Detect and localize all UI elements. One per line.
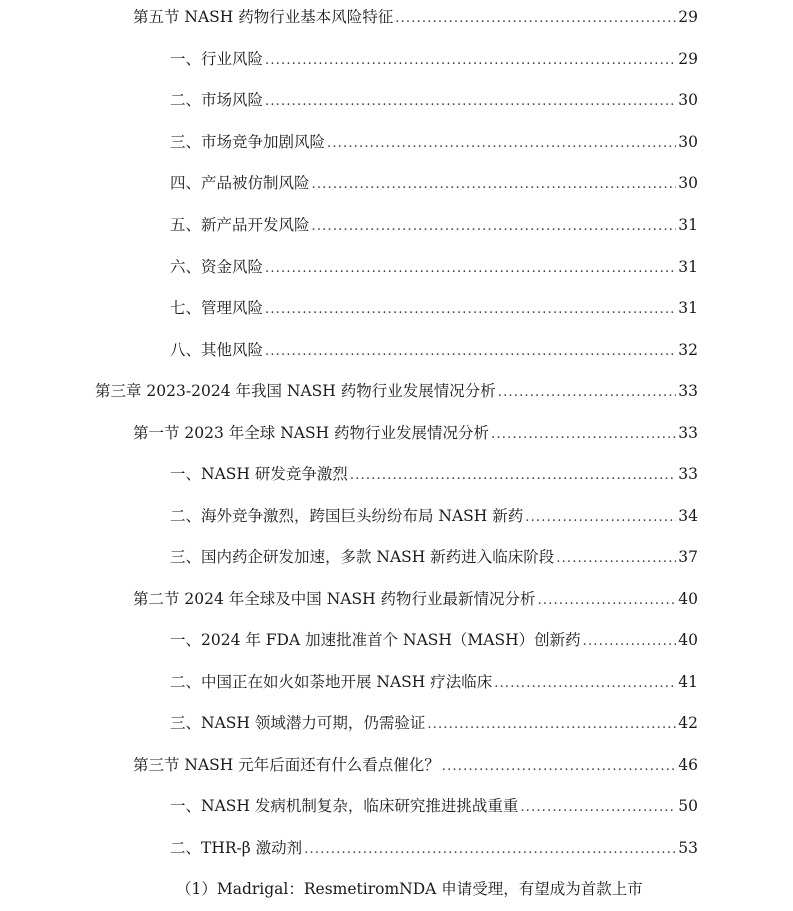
dot-leader — [265, 339, 676, 365]
toc-entry-title: 八、其他风险 — [170, 341, 264, 359]
dot-leader — [304, 837, 676, 863]
toc-entry[interactable] — [170, 710, 698, 736]
toc-page-number: 29 — [678, 50, 698, 68]
toc-entry[interactable] — [170, 503, 698, 529]
toc-page-number: 29 — [678, 8, 698, 26]
dot-leader — [350, 463, 676, 489]
toc-entry-title: 第二节 2024 年全球及中国 NASH 药物行业最新情况分析 — [133, 590, 536, 608]
toc-entry[interactable] — [170, 461, 698, 487]
toc-page-number: 40 — [678, 590, 698, 608]
dot-leader — [525, 505, 676, 531]
toc-chapter-entry[interactable] — [95, 378, 698, 404]
toc-page-number: 40 — [678, 631, 698, 649]
toc-entry[interactable] — [133, 4, 698, 30]
dot-leader — [312, 172, 677, 198]
toc-entry[interactable] — [170, 129, 698, 155]
toc-entry-title: 五、新产品开发风险 — [170, 216, 310, 234]
dot-leader — [520, 795, 676, 821]
dot-leader — [327, 131, 676, 157]
toc-entry-title: 第三章 2023-2024 年我国 NASH 药物行业发展情况分析 — [95, 382, 496, 400]
dot-leader — [583, 629, 677, 655]
toc-entry[interactable] — [170, 87, 698, 113]
toc-page-number: 33 — [678, 424, 698, 442]
dot-leader — [265, 256, 676, 282]
dot-leader — [556, 546, 676, 572]
toc-page-number: 31 — [678, 216, 698, 234]
dot-leader — [491, 422, 676, 448]
toc-entry-title: 四、产品被仿制风险 — [170, 174, 310, 192]
dot-leader — [442, 754, 677, 780]
toc-page-number: 50 — [678, 797, 698, 815]
toc-entry[interactable] — [170, 254, 698, 280]
dot-leader — [427, 712, 676, 738]
toc-entry[interactable] — [170, 170, 698, 196]
toc-page-number: 31 — [678, 299, 698, 317]
toc-entry[interactable] — [170, 295, 698, 321]
toc-entry[interactable] — [170, 46, 698, 72]
toc-entry-title: 二、市场风险 — [170, 91, 264, 109]
toc-entry-title: 三、市场竞争加剧风险 — [170, 133, 326, 151]
toc-page-number: 53 — [678, 839, 698, 857]
toc-page-number: 30 — [678, 174, 698, 192]
toc-entry-title: 一、行业风险 — [170, 50, 264, 68]
toc-entry[interactable] — [170, 669, 698, 695]
toc-page-number: 34 — [678, 507, 698, 525]
toc-page-number: 30 — [678, 91, 698, 109]
toc-entry-title: 二、THR-β 激动剂 — [170, 839, 303, 857]
toc-entry-title: 一、NASH 发病机制复杂，临床研究推进挑战重重 — [170, 797, 519, 815]
toc-entry-title: （1）Madrigal：ResmetiromNDA 申请受理，有望成为首款上市 — [176, 880, 643, 898]
toc-page-number: 41 — [678, 673, 698, 691]
toc-page-number: 42 — [678, 714, 698, 732]
toc-entry-title: 六、资金风险 — [170, 258, 264, 276]
toc-page-number: 31 — [678, 258, 698, 276]
dot-leader — [498, 380, 677, 406]
toc-entry-title: 三、国内药企研发加速，多款 NASH 新药进入临床阶段 — [170, 548, 555, 566]
toc-entry-title: 一、2024 年 FDA 加速批准首个 NASH（MASH）创新药 — [170, 631, 581, 649]
toc-entry[interactable] — [170, 793, 698, 819]
toc-page-number: 33 — [678, 382, 698, 400]
toc-entry-title: 三、NASH 领域潜力可期，仍需验证 — [170, 714, 426, 732]
toc-page-number: 33 — [678, 465, 698, 483]
toc-entry-title: 一、NASH 研发竞争激烈 — [170, 465, 348, 483]
dot-leader — [538, 588, 677, 614]
toc-entry-title: 第五节 NASH 药物行业基本风险特征 — [133, 8, 394, 26]
toc-entry-title: 第三节 NASH 元年后面还有什么看点催化？ — [133, 756, 440, 774]
dot-leader — [265, 297, 676, 323]
toc-entry-title: 七、管理风险 — [170, 299, 264, 317]
toc-entry[interactable] — [133, 420, 698, 446]
toc-entry[interactable] — [170, 544, 698, 570]
toc-page-number: 32 — [678, 341, 698, 359]
toc-page-number: 37 — [678, 548, 698, 566]
toc-entry[interactable] — [170, 212, 698, 238]
toc-entry[interactable] — [170, 835, 698, 861]
toc-entry[interactable] — [170, 627, 698, 653]
toc-entry-title: 二、中国正在如火如荼地开展 NASH 疗法临床 — [170, 673, 493, 691]
dot-leader — [494, 671, 676, 697]
toc-entry-title: 第一节 2023 年全球 NASH 药物行业发展情况分析 — [133, 424, 490, 442]
dot-leader — [312, 214, 677, 240]
toc-entry-title: 二、海外竞争激烈，跨国巨头纷纷布局 NASH 新药 — [170, 507, 524, 525]
dot-leader — [265, 48, 676, 74]
dot-leader — [265, 89, 676, 115]
toc-subentry[interactable] — [176, 876, 716, 902]
toc-entry[interactable] — [133, 586, 698, 612]
toc-entry[interactable] — [170, 337, 698, 363]
dot-leader — [395, 6, 676, 32]
toc-page-number: 46 — [678, 756, 698, 774]
toc-entry[interactable] — [133, 752, 698, 778]
toc-page-number: 30 — [678, 133, 698, 151]
